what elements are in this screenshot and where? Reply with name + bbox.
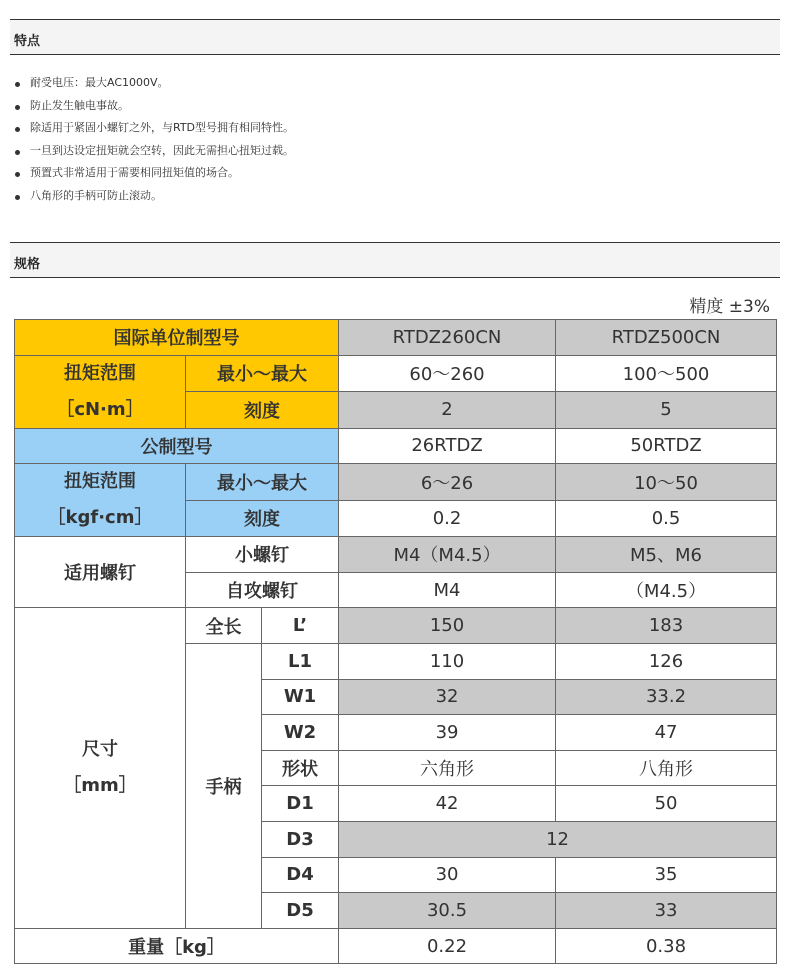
- shape-1: 六角形: [339, 750, 556, 786]
- W1-2: 33.2: [556, 679, 777, 715]
- small-screw-label: 小螺钉: [186, 537, 339, 573]
- metric-torque-unit: ［kgf·cm］: [47, 507, 153, 529]
- metric-scale-1: 0.2: [339, 500, 556, 537]
- feature-item: 预置式非常适用于需要相同扭矩值的场合。: [12, 162, 294, 185]
- si-model-label: 国际单位制型号: [15, 320, 339, 356]
- D3-label: D3: [262, 821, 339, 857]
- dims-unit: ［mm］: [63, 775, 137, 797]
- table-row: [15, 428, 777, 464]
- metric-scale-label: 刻度: [186, 500, 339, 537]
- feature-item: 防止发生触电事故。: [12, 95, 294, 118]
- table-row: [15, 928, 777, 964]
- metric-model-2: 50RTDZ: [556, 428, 777, 464]
- si-minmax-label: 最小～最大: [186, 355, 339, 392]
- D5-2: 33: [556, 893, 777, 929]
- screws-label: 适用螺钉: [15, 537, 186, 608]
- W2-label: W2: [262, 715, 339, 751]
- total-length-2: 183: [556, 608, 777, 644]
- W2-2: 47: [556, 715, 777, 751]
- si-scale-1: 2: [339, 392, 556, 429]
- D1-2: 50: [556, 786, 777, 822]
- feature-item: 除适用于紧固小螺钉之外，与RTD型号拥有相同特性。: [12, 117, 294, 140]
- W1-1: 32: [339, 679, 556, 715]
- si-model-2: RTDZ500CN: [556, 320, 777, 356]
- shape-label: 形状: [262, 750, 339, 786]
- D5-label: D5: [262, 893, 339, 929]
- features-title: 特点: [14, 34, 41, 49]
- D1-1: 42: [339, 786, 556, 822]
- table-row: [15, 464, 777, 501]
- table-row: [15, 608, 777, 644]
- precision-note: 精度 ±3%: [689, 297, 770, 317]
- metric-minmax-label: 最小～最大: [186, 464, 339, 501]
- D3-value: 12: [339, 821, 777, 857]
- metric-scale-2: 0.5: [556, 500, 777, 537]
- feature-item: 耐受电压：最大AC1000V。: [12, 72, 294, 95]
- features-list: [12, 72, 294, 207]
- L1-label: L1: [262, 643, 339, 679]
- W1-label: W1: [262, 679, 339, 715]
- total-length-1: 150: [339, 608, 556, 644]
- tapping-screw-label: 自攻螺钉: [186, 572, 339, 608]
- metric-torque-title: 扭矩范围: [64, 471, 136, 493]
- dims-title: 尺寸: [82, 739, 118, 761]
- D4-1: 30: [339, 857, 556, 893]
- si-torque-unit: ［cN·m］: [56, 398, 144, 420]
- weight-label: 重量［kg］: [15, 928, 339, 964]
- L1-1: 110: [339, 643, 556, 679]
- table-row: [15, 537, 777, 573]
- spec-table: [14, 319, 777, 964]
- total-length-symbol: L’: [262, 608, 339, 644]
- L1-2: 126: [556, 643, 777, 679]
- table-row: [15, 320, 777, 356]
- metric-model-1: 26RTDZ: [339, 428, 556, 464]
- metric-minmax-1: 6～26: [339, 464, 556, 501]
- metric-minmax-2: 10～50: [556, 464, 777, 501]
- dims-label: [15, 608, 186, 928]
- weight-2: 0.38: [556, 928, 777, 964]
- handle-label: 手柄: [186, 643, 262, 928]
- weight-1: 0.22: [339, 928, 556, 964]
- feature-item: 一旦到达设定扭矩就会空转，因此无需担心扭矩过载。: [12, 140, 294, 163]
- tapping-screw-1: M4: [339, 572, 556, 608]
- D4-2: 35: [556, 857, 777, 893]
- features-section-header: [10, 19, 780, 55]
- table-row: [15, 355, 777, 392]
- specs-section-header: [10, 242, 780, 278]
- feature-item: 八角形的手柄可防止滚动。: [12, 185, 294, 208]
- si-torque-title: 扭矩范围: [64, 362, 136, 384]
- specs-title: 规格: [14, 257, 41, 272]
- si-scale-label: 刻度: [186, 392, 339, 429]
- W2-1: 39: [339, 715, 556, 751]
- si-minmax-2: 100～500: [556, 355, 777, 392]
- D4-label: D4: [262, 857, 339, 893]
- si-minmax-1: 60～260: [339, 355, 556, 392]
- si-model-1: RTDZ260CN: [339, 320, 556, 356]
- shape-2: 八角形: [556, 750, 777, 786]
- si-torque-label: [15, 355, 186, 428]
- metric-torque-label: [15, 464, 186, 537]
- small-screw-2: M5、M6: [556, 537, 777, 573]
- si-scale-2: 5: [556, 392, 777, 429]
- total-length-label: 全长: [186, 608, 262, 644]
- D1-label: D1: [262, 786, 339, 822]
- metric-model-label: 公制型号: [15, 428, 339, 464]
- tapping-screw-2: （M4.5）: [556, 572, 777, 608]
- D5-1: 30.5: [339, 893, 556, 929]
- small-screw-1: M4（M4.5）: [339, 537, 556, 573]
